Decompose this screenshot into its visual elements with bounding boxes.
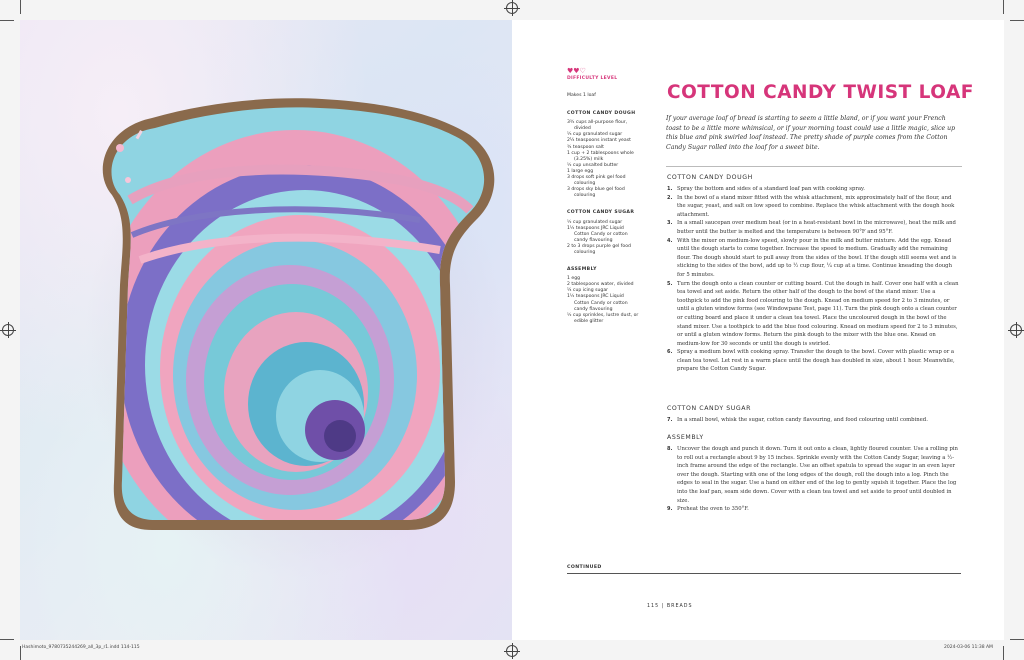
- crop-mark: [1003, 646, 1004, 660]
- ingredient-group-heading: ASSEMBLY: [567, 267, 597, 273]
- ingredient-line: 1 large egg: [567, 168, 594, 174]
- step-number: 2.: [667, 194, 673, 201]
- divider: [666, 166, 962, 167]
- ingredient-line: colouring: [574, 193, 596, 199]
- step-text: With the mixer on medium-low speed, slowly pour in the milk and butter mixture. Add the egg. Knead until the dough starts to come together. Increase the speed to medium. Gradually add the remaining flour. The dough should start to pull away from the sides of the bowl. If the dough still seems wet and is sticking to the sides of the bowl, add up to ½ cup flour, ¼ cup at a time. Continue kneading the dough for 5 minutes.: [677, 237, 957, 278]
- step-text: Uncover the dough and punch it down. Turn it out onto a clean, lightly floured counter. Use a rolling pin to roll out a rectangle about 9 by 15 inches. Sprinkle evenly with the Cotton Candy Sugar, leaving a ½-inch frame around the edge of the rectangle. Use an offset spatula to spread the sugar in an even layer over the dough. Starting with one of the long edges of the dough, roll the dough into a log. Pinch the edges to seal in the sugar. Use a hand on either end of the log to gently squish it together. Place the log into the loaf pan, seam side down. Cover with a clean tea towel and set aside to proof until doubled in size.: [677, 446, 958, 504]
- ingredient-line: ½ cup granulated sugar: [567, 219, 623, 225]
- slug-date: 2024-03-06 11:38 AM: [944, 645, 993, 650]
- steps-sugar: [667, 416, 959, 425]
- step-text: Preheat the oven to 350°F.: [677, 506, 749, 513]
- ingredient-line: edible glitter: [574, 318, 604, 324]
- section-heading: COTTON CANDY DOUGH: [667, 174, 753, 181]
- ingredient-line: 1½ teaspoons JRC Liquid: [567, 294, 624, 300]
- ingredient-group: [567, 267, 657, 325]
- ingredient-line: 2 to 3 drops purple gel food: [567, 243, 631, 249]
- ingredient-line: Cotton Candy or cotton: [574, 300, 628, 306]
- crop-mark: [0, 20, 14, 21]
- crop-mark: [20, 646, 21, 660]
- step-number: 5.: [667, 280, 673, 287]
- crop-mark: [1010, 639, 1024, 640]
- section-heading: COTTON CANDY SUGAR: [667, 405, 752, 412]
- recipe-step: [667, 280, 959, 349]
- ingredient-line: colouring: [574, 181, 596, 187]
- step-number: 9.: [667, 506, 673, 513]
- step-text: In a small bowl, whisk the sugar, cotton candy flavouring, and food colouring until combined.: [677, 417, 928, 423]
- recipe-step: [667, 237, 959, 280]
- ingredients-sidebar: [567, 93, 657, 336]
- continued-label: CONTINUED: [567, 565, 602, 570]
- step-number: 7.: [667, 417, 673, 423]
- ingredient-line: 2¼ teaspoons instant yeast: [567, 138, 631, 144]
- ingredient-line: Cotton Candy or cotton: [574, 231, 628, 237]
- crop-mark: [1003, 0, 1004, 14]
- step-text: Spray the bottom and sides of a standard loaf pan with cooking spray.: [677, 186, 865, 192]
- ingredient-line: divided: [574, 126, 591, 132]
- ingredient-line: 2 tablespoons water, divided: [567, 282, 634, 288]
- section-heading: ASSEMBLY: [667, 434, 704, 441]
- step-text: In a small saucepan over medium heat (or in a heat-resistant bowl in the microwave), heat the milk and butter until the butter is melted and the temperature is between 90°F and 95°F.: [677, 220, 956, 235]
- ingredient-line: 1 cup + 2 tablespoons whole: [567, 150, 634, 156]
- recipe-step: [667, 505, 959, 514]
- bread-slice-illustration: [20, 20, 512, 640]
- bread-photo: [20, 20, 512, 640]
- ingredient-group-heading: COTTON CANDY SUGAR: [567, 210, 635, 216]
- registration-mark-icon: [2, 324, 14, 336]
- recipe-step: [667, 219, 959, 236]
- slug-file-info: Hashimoto_9780735244269_all_3p_r1.indd 114-115: [22, 645, 140, 650]
- step-text: In the bowl of a stand mixer fitted with the whisk attachment, mix approximately half of the flour, and the sugar, yeast, and salt on low speed to combine. Replace the whisk attachment with the dough hook attachment.: [677, 194, 955, 218]
- steps-dough: [667, 185, 959, 374]
- ingredient-line: 1½ teaspoons JRC Liquid: [567, 225, 624, 231]
- step-number: 1.: [667, 186, 673, 192]
- ingredient-group: [567, 111, 657, 199]
- ingredient-group-heading: COTTON CANDY DOUGH: [567, 111, 636, 117]
- ingredient-line: 3¾ cups all-purpose flour,: [567, 120, 628, 126]
- step-text: Spray a medium bowl with cooking spray. Transfer the dough to the bowl. Cover with plastic wrap or a clean tea towel. Let rest in a warm place until the dough has doubled in size, about 1 hour. Meanwhile, prepare the Cotton Candy Sugar.: [677, 349, 955, 373]
- ingredient-line: (3.25%) milk: [574, 156, 604, 162]
- crop-mark: [20, 0, 21, 14]
- ingredient-line: candy flavouring: [574, 306, 613, 312]
- ingredient-line: colouring: [574, 249, 596, 255]
- steps-assembly: [667, 445, 959, 514]
- ingredient-line: 3 drops sky blue gel food: [567, 187, 625, 193]
- page-folio: 115 | BREADS: [647, 604, 693, 609]
- recipe-step: [667, 445, 959, 505]
- step-text: Turn the dough onto a clean counter or cutting board. Cut the dough in half. Cover one half with a clean tea towel and set aside. Return the other half of the dough to the bowl of the stand mixer. Use a toothpick to add the pink food colouring to the dough. Knead on medium speed for 2 to 3 minutes, or until a gluten window forms (see Windowpane Test, page 11). Turn the pink dough onto a clean counter or cutting board and place it under a clean tea towel. Place the uncoloured dough in the bowl of the stand mixer. Use a toothpick to add the blue food colouring. Knead on medium speed for 2 to 3 minutes, or until a gluten window forms. Return the pink dough to the mixer with the blue one. Knead on medium-low for 30 seconds or until the dough is swirled.: [677, 280, 959, 347]
- ingredient-line: 1 egg: [567, 276, 581, 282]
- recipe-title: COTTON CANDY TWIST LOAF: [667, 82, 974, 103]
- step-number: 6.: [667, 349, 673, 356]
- ingredient-line: ¼ cup icing sugar: [567, 288, 609, 294]
- recipe-step: [667, 194, 959, 220]
- ingredient-line: candy flavouring: [574, 237, 613, 243]
- difficulty-hearts-icon: ♥♥♡: [567, 67, 586, 75]
- recipe-step: [667, 185, 959, 194]
- crop-mark: [0, 639, 14, 640]
- crop-mark: [1010, 20, 1024, 21]
- ingredient-line: ½ cup sprinkles, lustre dust, or: [567, 312, 639, 318]
- footer-rule: [567, 573, 961, 574]
- recipe-yield: Makes 1 loaf: [567, 93, 596, 98]
- recipe-intro: If your average loaf of bread is starting to seem a little bland, or if you want your French toast to be a little more whimsical, or if your morning toast could use a little magic, slice up this blue and pink swirled loaf instead. The pretty shade of purple comes from the Cotton Candy Sugar rolled into the loaf for a sweet bite.: [666, 115, 956, 151]
- step-number: 8.: [667, 446, 673, 452]
- ingredient-line: ⅓ cup granulated sugar: [567, 132, 623, 138]
- registration-mark-icon: [506, 2, 518, 14]
- step-number: 4.: [667, 237, 673, 244]
- step-number: 3.: [667, 220, 673, 227]
- difficulty-label: DIFFICULTY LEVEL: [567, 76, 618, 81]
- ingredient-line: ½ cup unsalted butter: [567, 162, 619, 168]
- ingredient-group: [567, 210, 657, 256]
- recipe-step: [667, 348, 959, 374]
- registration-mark-icon: [506, 645, 518, 657]
- ingredient-line: ¾ teaspoon salt: [567, 144, 604, 150]
- recipe-page: [512, 20, 1004, 640]
- registration-mark-icon: [1010, 324, 1022, 336]
- recipe-step: [667, 416, 959, 425]
- ingredient-line: 3 drops soft pink gel food: [567, 175, 626, 181]
